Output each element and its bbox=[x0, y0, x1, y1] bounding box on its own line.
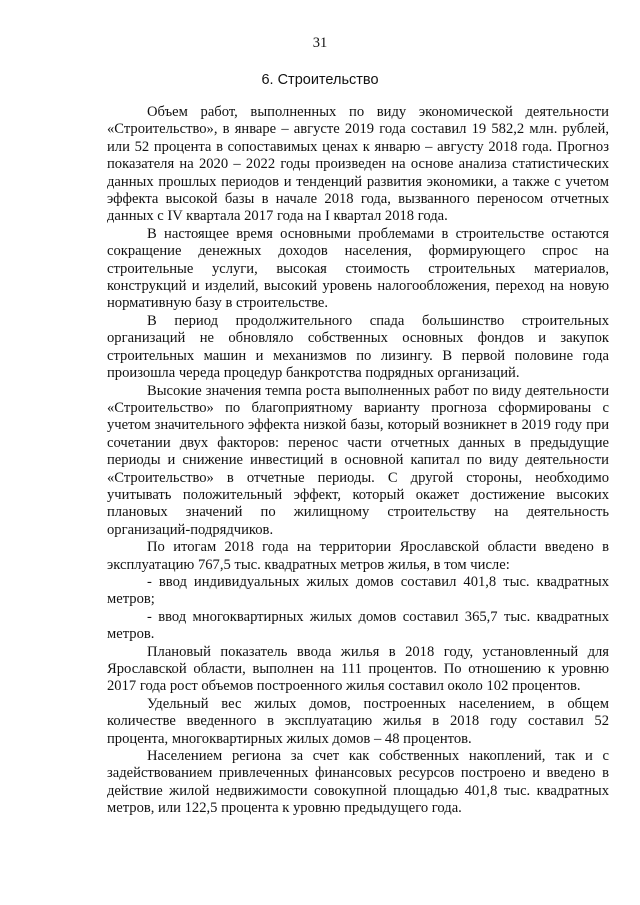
paragraph-construction-volume: Объем работ, выполненных по виду экономической деятельности «Строительство», в январе – августе 2019 года составил 19 582,2 млн. рублей, или 52 процента в сопоставимых ценах к январю – августу 2018 года. Прогноз показателя на 2020 – 2022 годы произведен на основе анализа статистических данных прошлых периодов и тенденций развития экономики, а также с учетом эффекта высокой базы в начале 2018 года, вызванного переносом отчетных данных с IV квартала 2017 года на I квартал 2018 года. bbox=[107, 104, 609, 225]
paragraph-population-construction: Населением региона за счет как собственных накоплений, так и с задействованием привлеченных финансовых ресурсов построено и введено в действие жилой недвижимости совокупной площадью 401,8 тыс. квадратных метров, или 122,5 процента к уровню предыдущего года. bbox=[107, 748, 609, 817]
paragraph-plan-fulfillment: Плановый показатель ввода жилья в 2018 году, установленный для Ярославской области, выполнен на 111 процентов. По отношению к уровню 2017 года рост объемов построенного жилья составил около 102 процентов. bbox=[107, 643, 609, 695]
paragraph-housing-2018: По итогам 2018 года на территории Ярославской области введено в эксплуатацию 767,5 тыс. квадратных метров жилья, в том числе: bbox=[107, 539, 609, 573]
page-number: 31 bbox=[312, 35, 328, 51]
list-item-individual-houses: - ввод индивидуальных жилых домов составил 401,8 тыс. квадратных метров; bbox=[107, 573, 609, 608]
document-body bbox=[107, 104, 609, 818]
paragraph-growth-forecast: Высокие значения темпа роста выполненных работ по виду деятельности «Строительство» по благоприятному варианту прогноза сформированы с учетом значительного эффекта низкой базы, который возникнет в 2019 году при сочетании двух факторов: перенос части отчетных данных в предыдущие периоды и снижение инвестиций в основной капитал по виду деятельности «Строительство» в отчетные периоды. С другой стороны, необходимо учитывать положительный эффект, который окажет достижение высоких плановых значений по жилищному строительству на деятельность организаций-подрядчиков. bbox=[107, 382, 609, 538]
paragraph-share-structure: Удельный вес жилых домов, построенных населением, в общем количестве введенного в эксплуатацию жилья в 2018 году составил 52 процента, многоквартирных жилых домов – 48 процентов. bbox=[107, 695, 609, 747]
paragraph-current-problems: В настоящее время основными проблемами в строительстве остаются сокращение денежных доходов населения, формирующего спрос на строительные услуги, высокая стоимость строительных материалов, конструкций и изделий, высокий уровень налогообложения, переход на новую нормативную базу в строительстве. bbox=[107, 225, 609, 312]
paragraph-decline-period: В период продолжительного спада большинство строительных организаций не обновляло собственных основных фондов и закупок строительных машин и механизмов по лизингу. В первой половине года произошла череда процедур банкротства подрядных организаций. bbox=[107, 312, 609, 382]
list-item-apartment-buildings: - ввод многоквартирных жилых домов составил 365,7 тыс. квадратных метров. bbox=[107, 608, 609, 643]
section-title: 6. Строительство bbox=[261, 72, 379, 88]
